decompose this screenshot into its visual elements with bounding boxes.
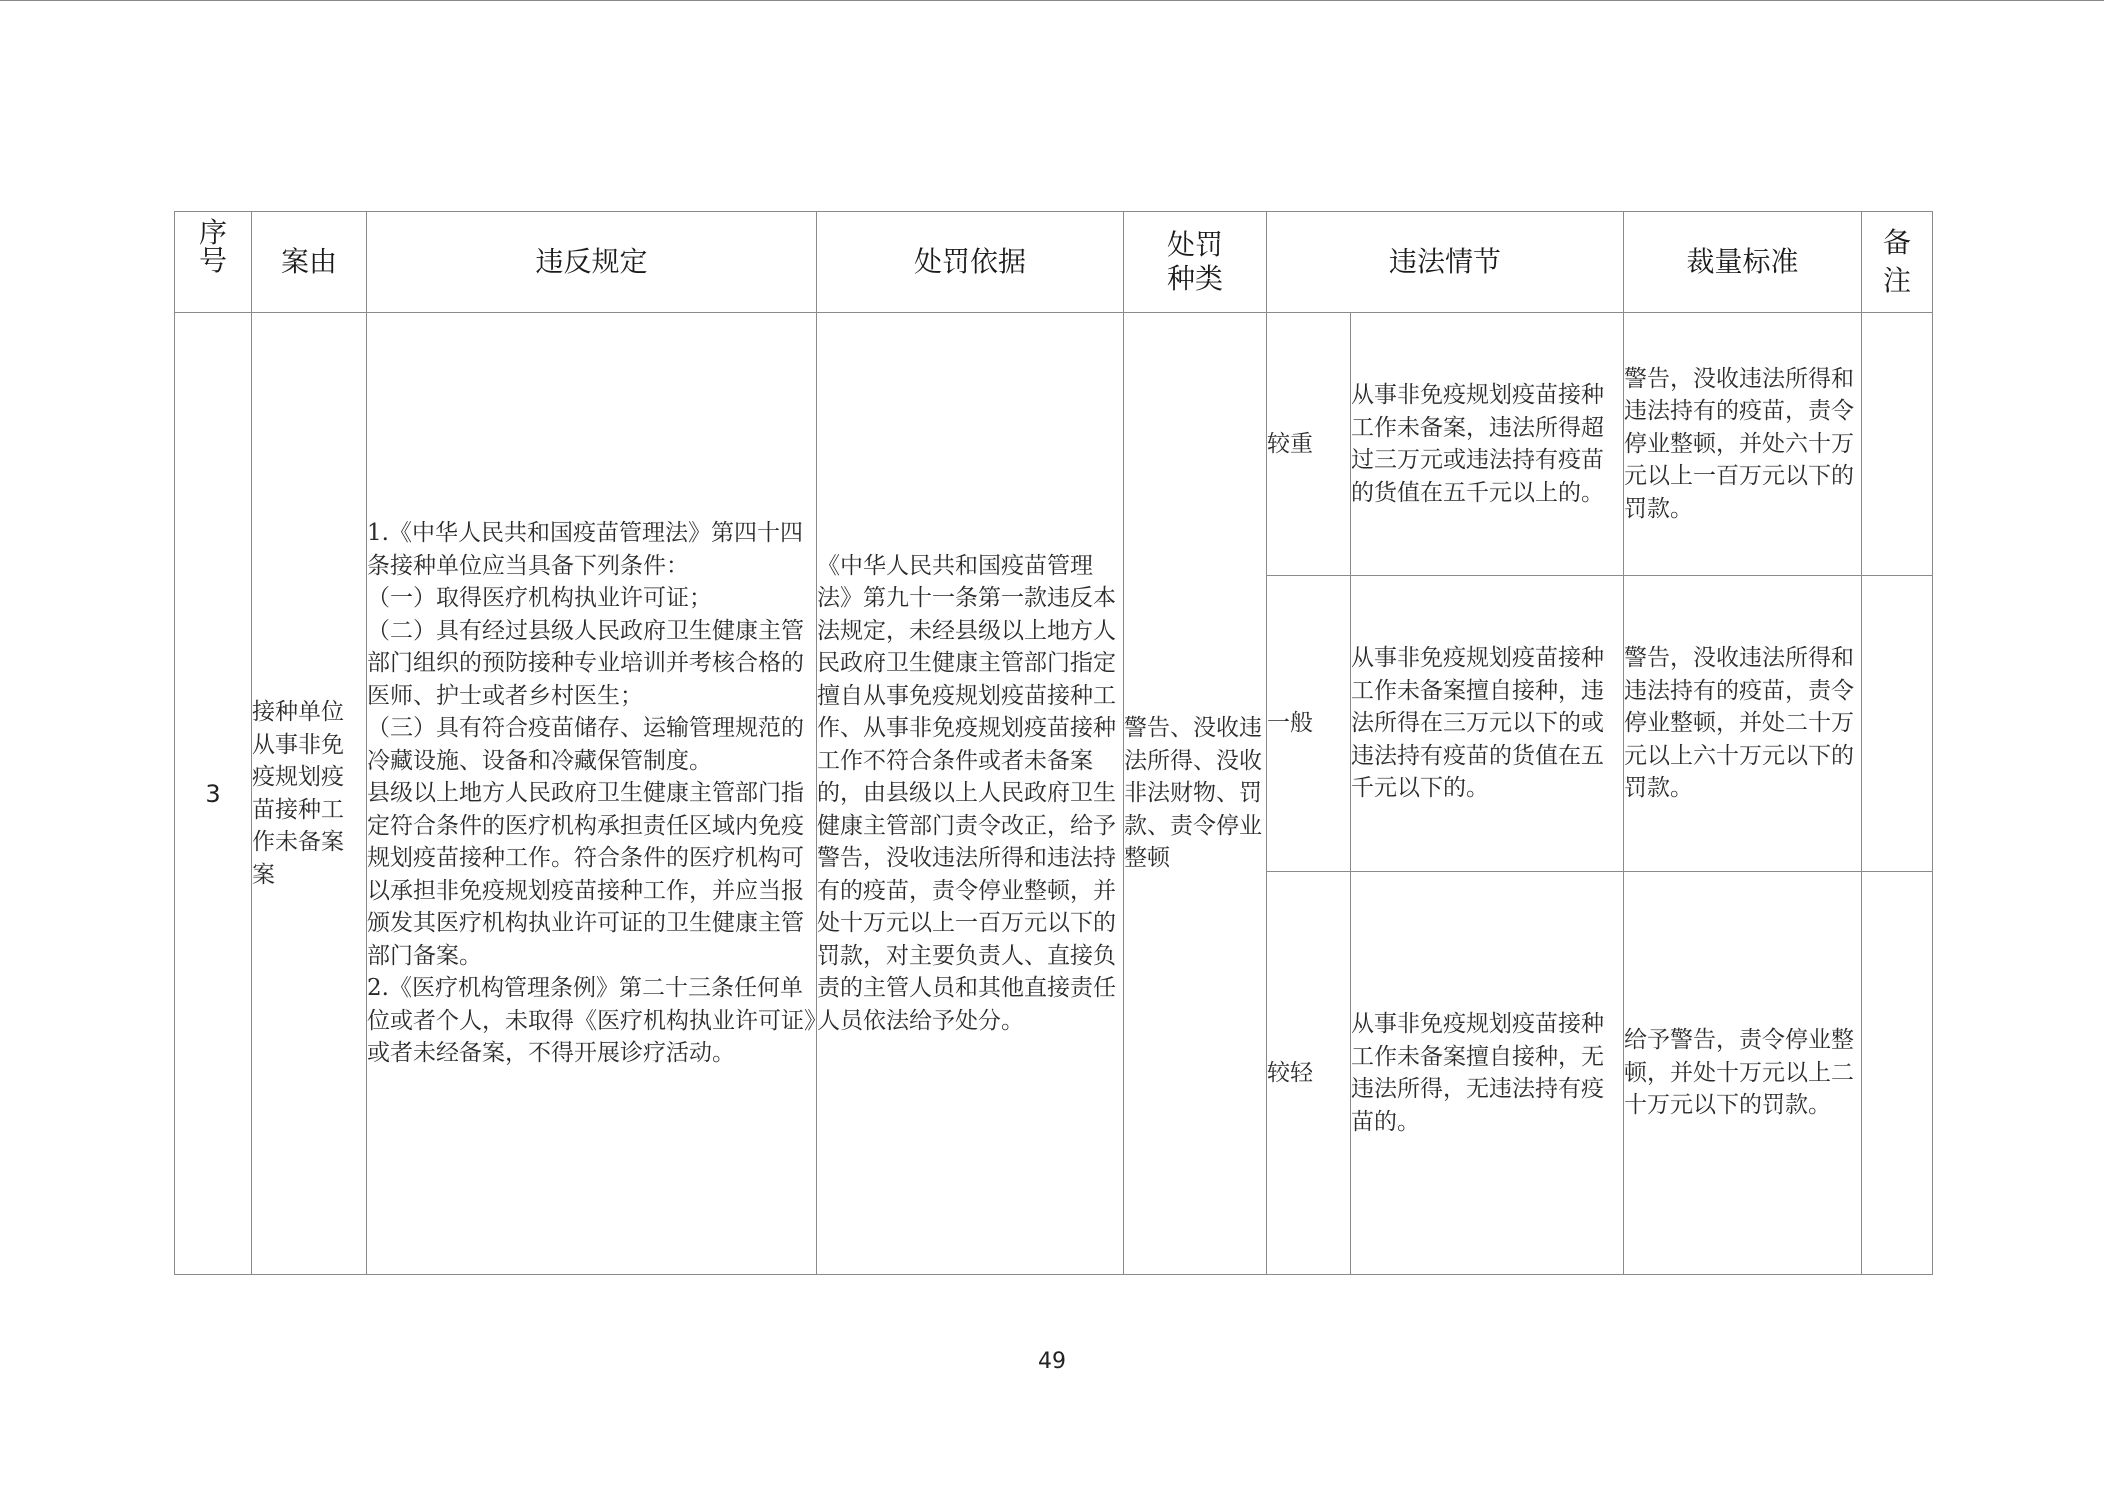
header-discretion-standard-label: 裁量标准 [1686, 245, 1799, 278]
row-penalty-basis: 《中华人民共和国疫苗管理法》第九十一条第一款违反本法规定，未经县级以上地方人民政府卫生健康主管部门指定擅自从事免疫规划疫苗接种工作、从事非免疫规划疫苗接种工作不符合条件或者未备案的，由县级以上人民政府卫生健康主管部门责令改正，给予警告，没收违法所得和违法持有的疫苗，责令停业整顿，并处十万元以上一百万元以下的罚款，对主要负责人、直接负责的主管人员和其他直接责任人员依法给予处分。 [817, 313, 1124, 1275]
row-cause: 接种单位从事非免疫规划疫苗接种工作未备案案 [252, 313, 367, 1275]
table-row-level-severe [175, 313, 1933, 576]
level-label-severe: 较重 [1267, 313, 1351, 576]
row-violation-rule: 1.《中华人民共和国疫苗管理法》第四十四条接种单位应当具备下列条件： （一）取得医疗机构执业许可证； （二）具有经过县级人民政府卫生健康主管部门组织的预防接种专业培训并考核合格的医师、护士或者乡村医生； （三）具有符合疫苗储存、运输管理规范的冷藏设施、设备和冷藏保管制度。 县级以上地方人民政府卫生健康主管部门指定符合条件的医疗机构承担责任区域内免疫规划疫苗接种工作。符合条件的医疗机构可以承担非免疫规划疫苗接种工作，并应当报颁发其医疗机构执业许可证的卫生健康主管部门备案。 2.《医疗机构管理条例》第二十三条任何单位或者个人，未取得《医疗机构执业许可证》或者未经备案，不得开展诊疗活动。 [367, 313, 817, 1275]
header-penalty-type [1124, 212, 1267, 313]
level-label-minor: 较轻 [1267, 872, 1351, 1275]
row-seq: 3 [175, 313, 252, 1275]
header-cause [252, 212, 367, 313]
circumstance-severe: 从事非免疫规划疫苗接种工作未备案，违法所得超过三万元或违法持有疫苗的货值在五千元以上的。 [1351, 313, 1624, 576]
circumstance-minor: 从事非免疫规划疫苗接种工作未备案擅自接种，无违法所得，无违法持有疫苗的。 [1351, 872, 1624, 1275]
remarks-severe [1862, 313, 1933, 576]
header-discretion-standard [1624, 212, 1862, 313]
header-penalty-basis-label: 处罚依据 [913, 245, 1026, 278]
table-header-row [175, 212, 1933, 313]
header-violation-rule-label: 违反规定 [535, 245, 648, 278]
header-seq [175, 212, 252, 313]
page-top-border [0, 0, 2104, 1]
circumstance-general: 从事非免疫规划疫苗接种工作未备案擅自接种，违法所得在三万元以下的或违法持有疫苗的货值在五千元以下的。 [1351, 576, 1624, 872]
header-violation-rule [367, 212, 817, 313]
header-circumstance-label: 违法情节 [1388, 245, 1501, 278]
standard-severe: 警告，没收违法所得和违法持有的疫苗，责令停业整顿，并处六十万元以上一百万元以下的罚款。 [1624, 313, 1862, 576]
header-cause-label: 案由 [280, 245, 337, 278]
header-circumstance [1267, 212, 1624, 313]
level-label-general: 一般 [1267, 576, 1351, 872]
header-remarks-label: 备注 [1883, 226, 1912, 297]
remarks-general [1862, 576, 1933, 872]
remarks-minor [1862, 872, 1933, 1275]
header-remarks [1862, 212, 1933, 313]
header-seq-label: 序号 [199, 216, 228, 277]
row-penalty-type: 警告、没收违法所得、没收非法财物、罚款、责令停业整顿 [1124, 313, 1267, 1275]
standard-general: 警告，没收违法所得和违法持有的疫苗，责令停业整顿，并处二十万元以上六十万元以下的罚款。 [1624, 576, 1862, 872]
header-penalty-type-label: 处罚种类 [1167, 228, 1224, 295]
header-penalty-basis [817, 212, 1124, 313]
page-number: 49 [1038, 1349, 1066, 1374]
standard-minor: 给予警告，责令停业整顿，并处十万元以上二十万元以下的罚款。 [1624, 872, 1862, 1275]
penalty-discretion-table [174, 211, 1933, 1275]
